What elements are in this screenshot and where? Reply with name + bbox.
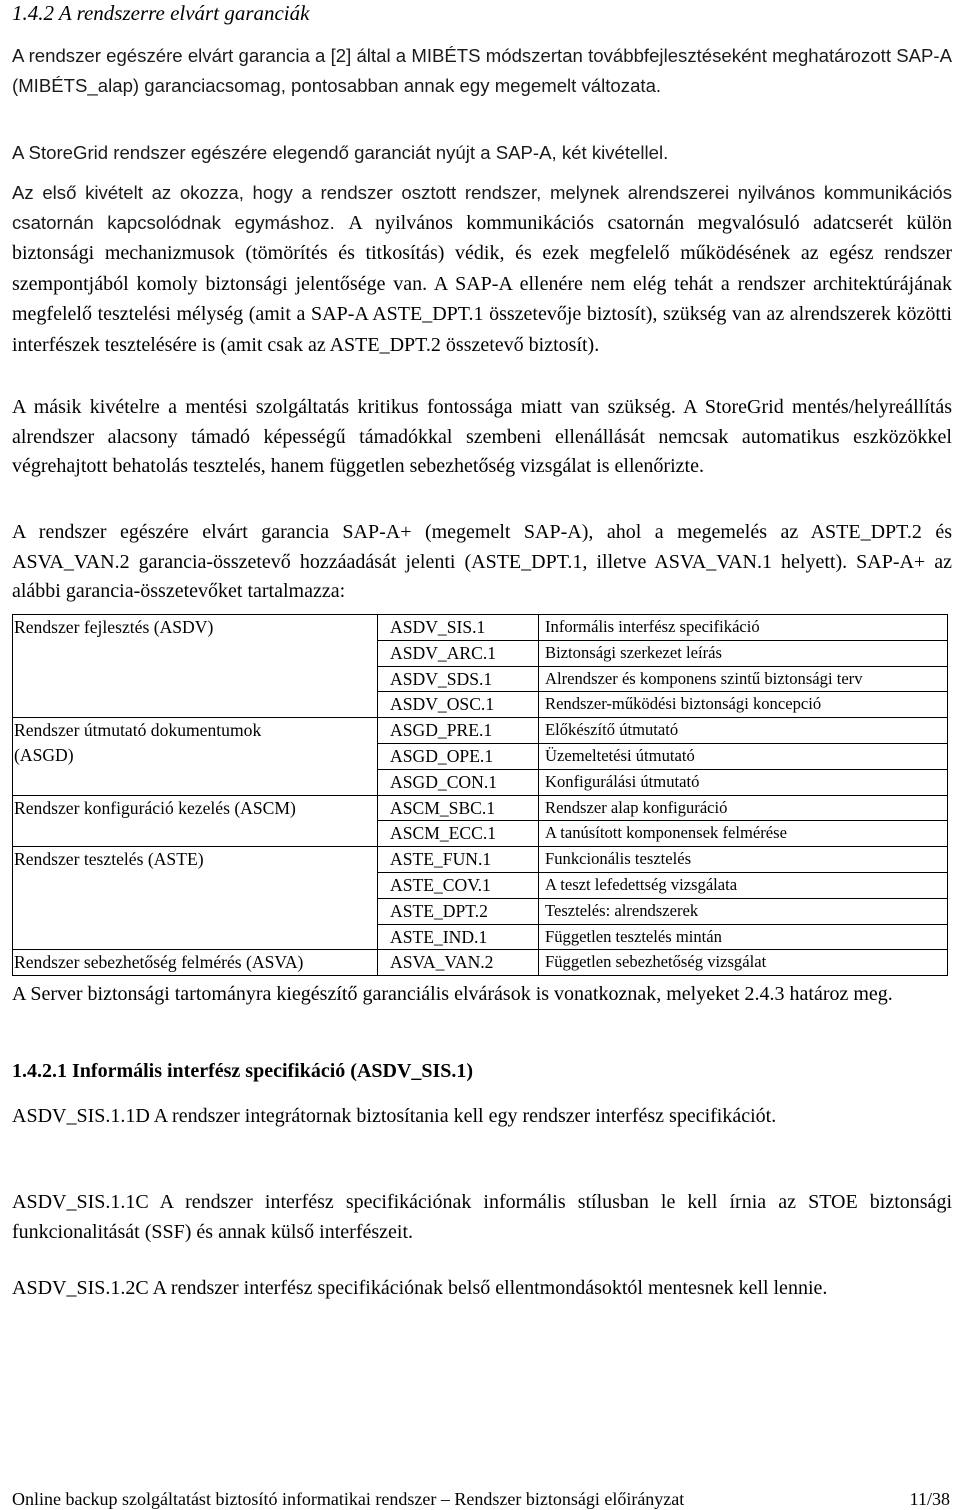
component-description-cell: Konfigurálási útmutató [539, 769, 948, 795]
component-code-cell: ASGD_OPE.1 [378, 743, 539, 769]
paragraph-sap-a-plus: A rendszer egészére elvárt garancia SAP-A+ (megemelt SAP-A), ahol a megemelés az ASTE_DPT.2 és ASVA_VAN.2 garancia-összetevő hozzáadását jelenti (ASTE_DPT.1, illetve ASVA_VAN.1 helyett). SAP-A+ az alábbi garancia-összetevőket tartalmazza: [12, 521, 952, 602]
component-description-cell: Előkészítő útmutató [539, 718, 948, 744]
component-description-cell: Funkcionális tesztelés [539, 847, 948, 873]
component-description-cell: Alrendszer és komponens szintű biztonsági terv [539, 666, 948, 692]
table-row [13, 821, 948, 847]
section-title: 1.4.2 A rendszerre elvárt garanciák [12, 1, 310, 25]
table-row [13, 743, 948, 769]
subsection-title: 1.4.2.1 Informális interfész specifikáció (ASDV_SIS.1) [12, 1060, 474, 1082]
component-description-cell: A teszt lefedettség vizsgálata [539, 872, 948, 898]
component-description-cell: Biztonsági szerkezet leírás [539, 640, 948, 666]
component-description-cell: Rendszer-működési biztonsági koncepció [539, 692, 948, 718]
component-code-cell: ASTE_COV.1 [378, 872, 539, 898]
component-code-cell: ASCM_ECC.1 [378, 821, 539, 847]
component-code-cell: ASDV_SDS.1 [378, 666, 539, 692]
component-code-cell: ASDV_SIS.1 [378, 615, 539, 641]
requirement-sis-1-1c: ASDV_SIS.1.1C A rendszer interfész specifikációnak informális stílusban le kell írnia az STOE biztonsági funkcionalitását (SSF) és annak külső interfészeit. [12, 1191, 952, 1243]
table-row [13, 666, 948, 692]
component-class-cell: Rendszer fejlesztés (ASDV) [13, 615, 378, 641]
paragraph-intro: A rendszer egészére elvárt garancia a [2] által a MIBÉTS módszertan továbbfejlesztéseként meghatározott SAP-A (MIBÉTS_alap) garanciacsomag, pontosabban annak egy megemelt változata. [12, 45, 952, 96]
table-row [13, 692, 948, 718]
component-class-cell [13, 872, 378, 898]
component-class-cell [13, 821, 378, 847]
component-description-cell: Független sebezhetőség vizsgálat [539, 950, 948, 976]
component-class-cell: Rendszer útmutató dokumentumok [13, 718, 378, 744]
page-footer [12, 1488, 950, 1510]
component-class-cell [13, 769, 378, 795]
component-code-cell: ASDV_ARC.1 [378, 640, 539, 666]
paragraph-storegrid: A StoreGrid rendszer egészére elegendő garanciát nyújt a SAP-A, két kivétellel. [12, 142, 669, 163]
table-row [13, 847, 948, 873]
component-class-cell [13, 924, 378, 950]
component-class-cell [13, 640, 378, 666]
paragraph-server-domain: A Server biztonsági tartományra kiegészítő garanciális elvárások is vonatkoznak, melyeket 2.4.3 határoz meg. [12, 983, 893, 1005]
component-description-cell: Üzemeltetési útmutató [539, 743, 948, 769]
component-code-cell: ASTE_DPT.2 [378, 898, 539, 924]
component-code-cell: ASDV_OSC.1 [378, 692, 539, 718]
component-class-cell [13, 666, 378, 692]
component-code-cell: ASTE_IND.1 [378, 924, 539, 950]
component-description-cell: Tesztelés: alrendszerek [539, 898, 948, 924]
component-class-cell: Rendszer sebezhetőség felmérés (ASVA) [13, 950, 378, 976]
table-row [13, 872, 948, 898]
table-row [13, 950, 948, 976]
requirement-sis-1-1d: ASDV_SIS.1.1D A rendszer integrátornak biztosítania kell egy rendszer interfész specifikációt. [12, 1105, 777, 1127]
component-class-cell: (ASGD) [13, 743, 378, 769]
first-exception-detail: A nyilvános kommunikációs csatornán megvalósuló adatcserét külön biztonsági mechanizmusok (tömörítés és titkosítás) védik, és ezek megfelelő működésének az egész rendszer szempontjából komoly biztonsági jelentősége van. A SAP-A ellenére nem elég tehát a rendszer architektúrájának megfelelő tesztelési mélység (amit a SAP-A ASTE_DPT.1 összetevője biztosít), szükség van az alrendszerek közötti interfészek tesztelésére is (amit csak az ASTE_DPT.2 összetevő biztosít). [12, 211, 952, 356]
table-row [13, 615, 948, 641]
table-row [13, 795, 948, 821]
component-description-cell: A tanúsított komponensek felmérése [539, 821, 948, 847]
page-number: 11/38 [909, 1489, 950, 1509]
component-description-cell: Rendszer alap konfiguráció [539, 795, 948, 821]
component-code-cell: ASVA_VAN.2 [378, 950, 539, 976]
table-row [13, 718, 948, 744]
component-description-cell: Független tesztelés mintán [539, 924, 948, 950]
component-class-cell [13, 692, 378, 718]
paragraph-second-exception: A másik kivételre a mentési szolgáltatás kritikus fontossága miatt van szükség. A StoreGrid mentés/helyreállítás alrendszer alacsony támadó képességű támadókkal szembeni ellenállását nemcsak automatikus eszközökkel végrehajtott behatolás tesztelés, hanem független sebezhetőség vizsgálat is ellenőrizte. [12, 396, 952, 477]
table-row [13, 640, 948, 666]
first-exception-sentence: Az első kivételt az okozza, hogy a rendszer osztott rendszer, melynek alrendszerei nyilvános kommunikációs csatornán kapcsolódnak egymáshoz. [12, 182, 952, 233]
assurance-components-table [12, 614, 948, 976]
component-code-cell: ASGD_CON.1 [378, 769, 539, 795]
component-class-cell: Rendszer konfiguráció kezelés (ASCM) [13, 795, 378, 821]
component-code-cell: ASGD_PRE.1 [378, 718, 539, 744]
table-row [13, 898, 948, 924]
component-class-cell: Rendszer tesztelés (ASTE) [13, 847, 378, 873]
table-row [13, 769, 948, 795]
footer-title: Online backup szolgáltatást biztosító informatikai rendszer – Rendszer biztonsági előirányzat [12, 1489, 685, 1509]
paragraph-first-exception [12, 178, 952, 360]
component-class-cell [13, 898, 378, 924]
table-row [13, 924, 948, 950]
component-code-cell: ASTE_FUN.1 [378, 847, 539, 873]
component-description-cell: Informális interfész specifikáció [539, 615, 948, 641]
component-code-cell: ASCM_SBC.1 [378, 795, 539, 821]
requirement-sis-1-2c: ASDV_SIS.1.2C A rendszer interfész specifikációnak belső ellentmondásoktól mentesnek kell lennie. [12, 1277, 828, 1299]
